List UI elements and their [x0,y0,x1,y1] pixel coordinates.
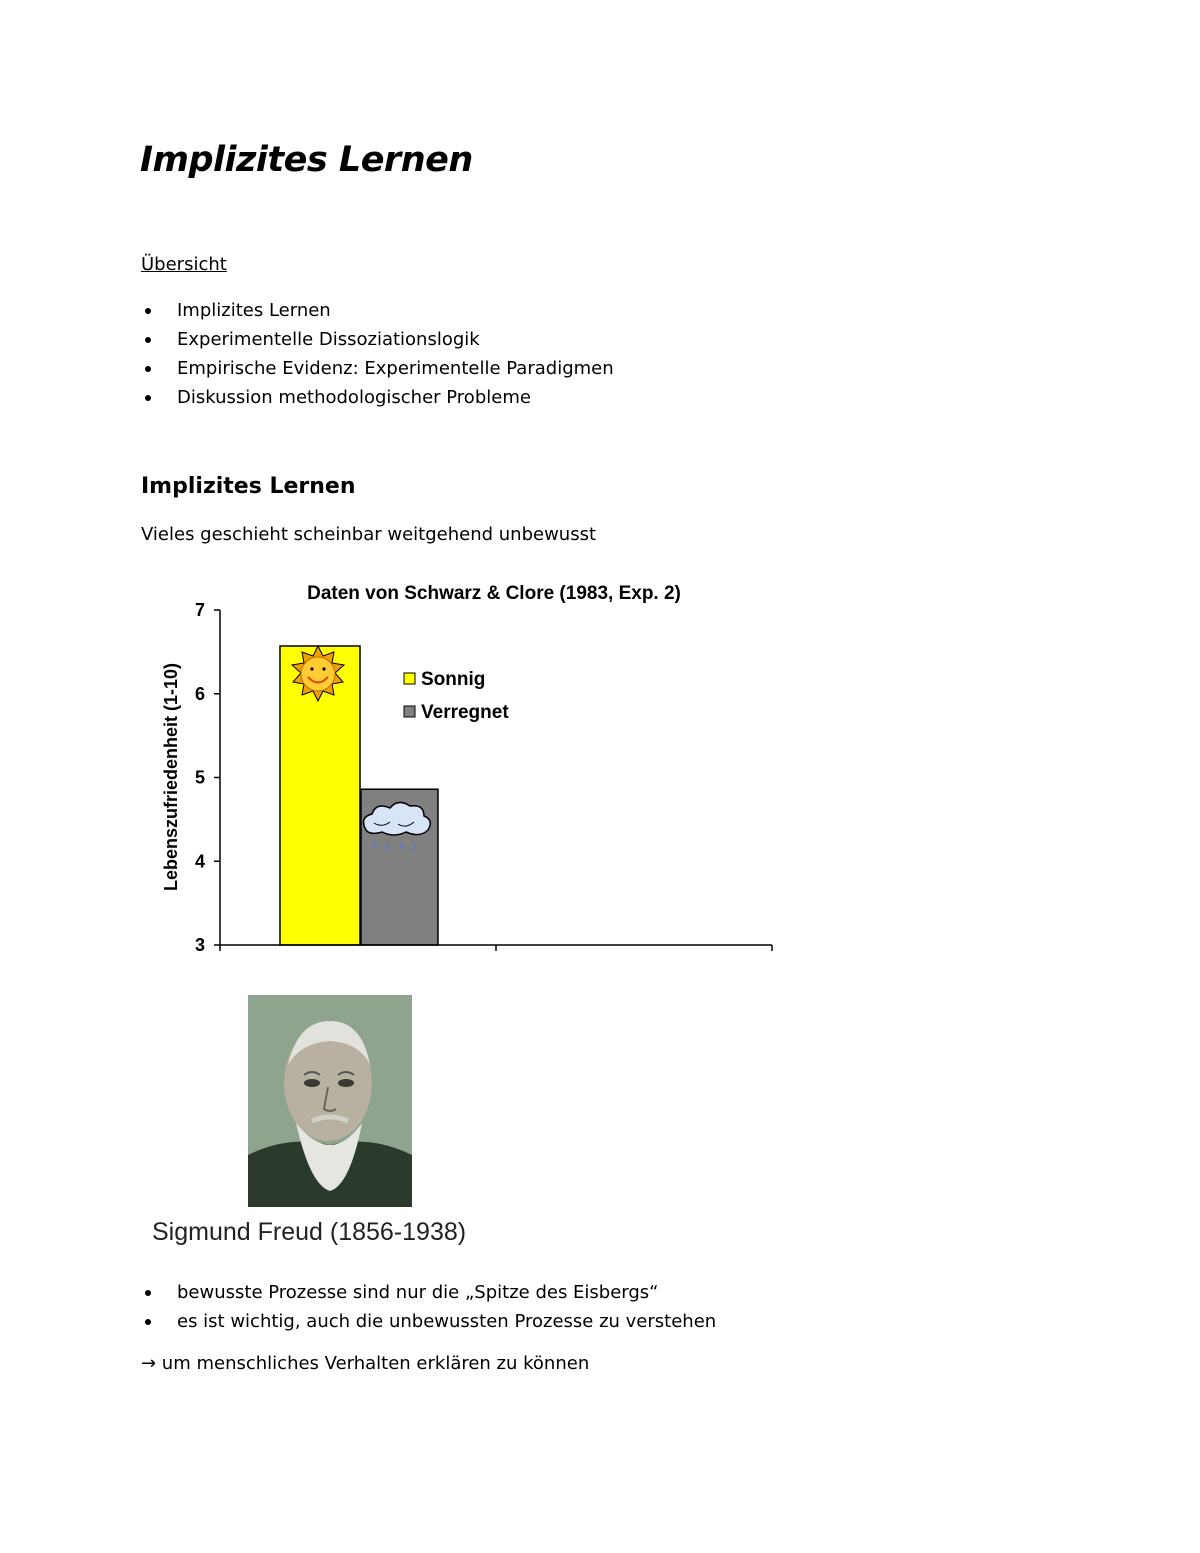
legend [404,669,509,723]
overview-list [141,296,614,412]
list-item [141,354,614,383]
legend-swatch-sonnig [404,673,415,684]
document-title: Implizites Lernen [140,140,473,180]
list-item-text: Empirische Evidenz: Experimentelle Paradigmen [177,358,614,379]
legend-label-verregnet: Verregnet [421,702,509,723]
y-tick-label: 5 [194,767,205,788]
intro-paragraph: Vieles geschieht scheinbar weitgehend unbewusst [141,524,597,545]
photo-caption: Sigmund Freud (1856-1938) [152,1218,467,1246]
bullet-icon [145,308,151,314]
list-item [141,325,614,354]
list-item-text: Implizites Lernen [177,300,331,321]
legend-label-sonnig: Sonnig [421,669,486,690]
y-tick-label: 6 [194,683,205,704]
bullet-icon [145,337,151,343]
list-item-text: Diskussion methodologischer Probleme [177,387,531,408]
y-tick-label: 3 [194,935,205,955]
bar-chart [150,570,790,970]
bullet-icon [145,366,151,372]
y-axis-label: Lebenszufriedenheit (1-10) [161,662,181,892]
y-axis [195,600,220,955]
y-tick-label: 4 [194,851,205,872]
bullet-icon [145,395,151,401]
y-tick-label: 7 [194,600,205,620]
bullet-icon [145,1290,151,1296]
freud-points-list [141,1278,716,1336]
chart-title: Daten von Schwarz & Clore (1983, Exp. 2) [307,583,681,604]
sigmund-freud-photo [248,995,412,1207]
list-item [141,1278,716,1307]
overview-label: Übersicht [141,254,227,275]
list-item-text: es ist wichtig, auch die unbewussten Prozesse zu verstehen [177,1311,717,1332]
list-item [141,1307,716,1336]
conclusion-text: → um menschliches Verhalten erklären zu können [141,1353,590,1374]
list-item-text: Experimentelle Dissoziationslogik [177,329,480,350]
list-item-text: bewusste Prozesse sind nur die „Spitze des Eisbergs“ [177,1282,659,1303]
list-item [141,383,614,412]
section-heading: Implizites Lernen [141,474,356,499]
list-item [141,296,614,325]
legend-swatch-verregnet [404,706,415,717]
bullet-icon [145,1319,151,1325]
